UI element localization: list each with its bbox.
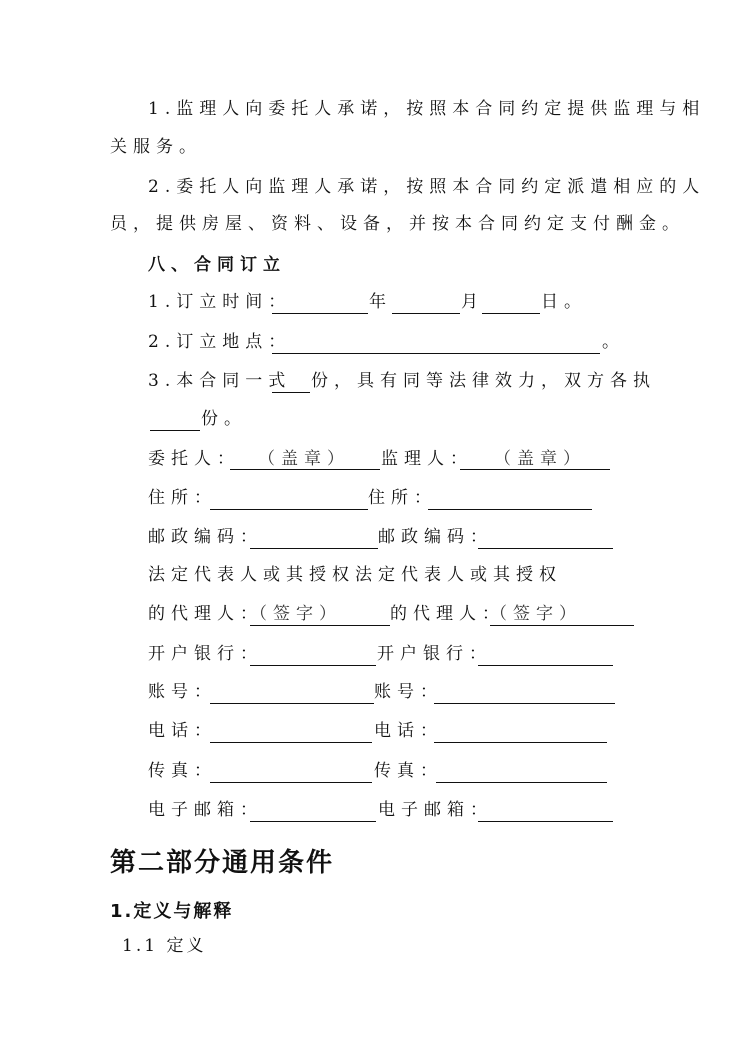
client-label: 委托人：	[148, 449, 240, 469]
client-postcode-blank[interactable]	[250, 526, 378, 549]
month-label: 月	[461, 292, 484, 312]
supervisor-phone-blank[interactable]	[434, 720, 607, 743]
copies-mid: 份，具有同等法律效力，双方各执	[311, 371, 656, 391]
section-8-heading: 八、合同订立	[148, 255, 286, 275]
client-postcode-label: 邮政编码：	[148, 527, 263, 547]
legal-rep-label: 法定代表人或其授权法定代表人或其授权	[148, 565, 562, 585]
supervisor-seal-blank[interactable]: （盖章）	[460, 448, 610, 470]
supervisor-email-label: 电子邮箱：	[378, 800, 493, 820]
client-bank-label: 开户银行：	[148, 644, 263, 664]
supervisor-bank-label: 开户银行：	[377, 644, 492, 664]
client-email-blank[interactable]	[250, 799, 376, 822]
supervisor-account-blank[interactable]	[434, 681, 615, 704]
signing-place-label: 2.订立地点：	[148, 332, 292, 352]
paragraph-1-line-2: 关服务。	[110, 137, 202, 157]
client-address-blank[interactable]	[210, 487, 368, 510]
supervisor-postcode-blank[interactable]	[478, 526, 613, 549]
each-copies-blank[interactable]	[150, 408, 200, 431]
supervisor-address-blank[interactable]	[428, 487, 592, 510]
supervisor-bank-blank[interactable]	[478, 643, 613, 666]
supervisor-account-label: 账号：	[374, 682, 443, 702]
copies-blank[interactable]	[272, 370, 310, 393]
client-sign-blank[interactable]: （签字）	[250, 603, 390, 626]
client-fax-label: 传真：	[148, 761, 217, 781]
supervisor-phone-label: 电话：	[374, 721, 443, 741]
day-blank[interactable]	[482, 291, 540, 314]
paragraph-2-line-2: 员，提供房屋、资料、设备，并按本合同约定支付酬金。	[110, 214, 685, 234]
client-email-label: 电子邮箱：	[148, 800, 263, 820]
supervisor-address-label: 住所：	[368, 488, 437, 508]
client-seal-blank[interactable]: （盖章）	[230, 448, 380, 470]
subsection-1-1: 1.1 定义	[122, 936, 207, 956]
signing-time-label: 1.订立时间：	[148, 292, 292, 312]
client-phone-label: 电话：	[148, 721, 217, 741]
supervisor-fax-blank[interactable]	[436, 760, 607, 783]
part-2-title: 第二部分通用条件	[110, 848, 335, 878]
copies-label: 3.本合同一式	[148, 371, 292, 391]
month-blank[interactable]	[392, 291, 460, 314]
place-end: 。	[602, 332, 625, 352]
copies-end: 份。	[201, 409, 247, 429]
supervisor-postcode-label: 邮政编码：	[378, 527, 493, 547]
section-1-heading: 1.定义与解释	[110, 901, 234, 922]
day-label: 日。	[541, 292, 587, 312]
supervisor-fax-label: 传真：	[374, 761, 443, 781]
supervisor-agent-label: 的代理人：	[390, 604, 505, 624]
year-blank[interactable]	[272, 291, 368, 314]
supervisor-label: 监理人：	[381, 449, 473, 469]
place-blank[interactable]	[272, 331, 600, 354]
client-address-label: 住所：	[148, 488, 217, 508]
client-bank-blank[interactable]	[250, 643, 376, 666]
supervisor-email-blank[interactable]	[478, 799, 613, 822]
client-phone-blank[interactable]	[210, 720, 372, 743]
client-account-blank[interactable]	[210, 681, 374, 704]
client-agent-label: 的代理人：	[148, 604, 263, 624]
paragraph-2-line-1: 2.委托人向监理人承诺，按照本合同约定派遣相应的人	[148, 177, 706, 197]
supervisor-sign-blank[interactable]: （签字）	[490, 603, 634, 626]
client-account-label: 账号：	[148, 682, 217, 702]
year-label: 年	[369, 292, 392, 312]
client-fax-blank[interactable]	[210, 760, 372, 783]
paragraph-1-line-1: 1.监理人向委托人承诺，按照本合同约定提供监理与相	[148, 99, 706, 119]
